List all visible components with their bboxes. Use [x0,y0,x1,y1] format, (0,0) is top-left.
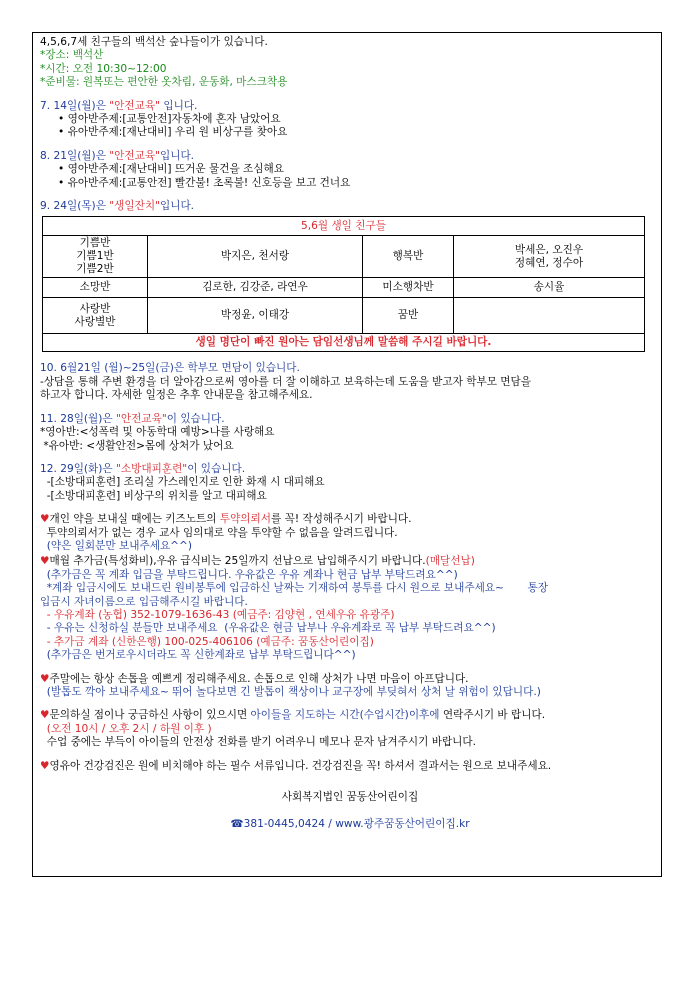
section-7-item: • 영아반주제:[교통안전]자동차에 혼자 남았어요 [58,113,281,126]
nails-notice-line: (발톱도 깍아 보내주세요~ 뛰어 놀다보면 긴 발톱이 책상이나 교구장에 부딪혀서 상처 날 위험이 있답니다.) [40,686,541,698]
organization-name: 사회복지법인 꿈동산어린이집 [281,791,419,804]
medicine-notice-line: (약은 일회분만 보내주세요^^) [40,539,193,552]
medicine-notice: ♥개인 약을 보내실 때에는 키즈노트의 투약의뢰서를 꼭! 작성해주시기 바랍니다. [40,513,412,526]
names-cell: 김로한, 김강준, 라연우 [148,278,363,298]
milk-account: - 우유계좌 (농협) 352-1079-1636-43 (예금주: 김양현 , 연세우유 유광주) [40,608,395,621]
section-8-item: • 영아반주제:[재난대비] 뜨거운 물건을 조심해요 [58,163,284,176]
nails-notice: ♥주말에는 항상 손톱을 예쁘게 정리해주세요. 손톱으로 인해 상처가 나면 마음이 아프답니다. [40,672,469,685]
heart-icon: ♥ [40,672,50,685]
class-cell: 꿈반 [363,298,454,334]
heart-icon: ♥ [40,555,50,568]
notice-content [40,36,660,832]
contact-hours: (오전 10시 / 오후 2시 / 하원 이후 ) [40,722,212,735]
section-10-body: 하고자 합니다. 자세한 일정은 추후 안내문을 참고해주세요. [40,389,313,402]
class-cell: 행복반 [363,236,454,278]
section-8-title: 8. 21일(월)은 "안전교육"입니다. [40,149,195,162]
heart-icon: ♥ [40,759,50,772]
section-8-item: • 유아반주제:[교통안전] 빨간불! 초록불! 신호등을 보고 건너요 [58,176,351,189]
fee-notice-line: (추가금은 꼭 계좌 입금을 부탁드립니다. 우유값은 우유 계좌나 현금 납부 부탁드려요^^) [40,568,458,581]
class-cell: 미소행차반 [363,278,454,298]
names-cell: 박정윤, 이태강 [148,298,363,334]
section-10-title: 10. 6월21일 (월)~25일(금)은 학부모 면담이 있습니다. [40,362,300,375]
contact-notice: ♥문의하실 점이나 궁금하신 사항이 있으시면 아이들을 지도하는 시간(수업시간)이후에 연락주시기 바 랍니다. [40,709,546,722]
heart-icon: ♥ [40,709,50,722]
class-cell: 사랑반 사랑별반 [43,298,148,334]
health-notice: ♥영유아 건강검진은 원에 비치해야 하는 필수 서류입니다. 건강검진을 꼭! 하셔서 결과서는 원으로 보내주세요. [40,759,552,772]
birthday-table-footer: 생일 명단이 빠진 원아는 담임선생님께 말씀해 주시길 바랍니다. [43,334,645,352]
section-12-item: -[소방대피훈련] 비상구의 위치를 알고 대피해요 [40,489,267,502]
section-9-title: 9. 24일(목)은 "생일잔치"입니다. [40,200,195,213]
section-11-item: *영아반:<성폭력 및 아동학대 예방>나를 사랑해요 [40,426,275,439]
fee-notice-line: - 우유는 신청하실 분들만 보내주세요 (우유값은 현금 납부나 우유계좌로 꼭 납부 부탁드려요^^) [40,622,496,635]
section-12-item: -[소방대피훈련] 조리실 가스레인지로 인한 화재 시 대피해요 [40,476,325,489]
birthday-table-header: 5,6월 생일 친구들 [43,217,645,236]
section-7-title: 7. 14일(월)은 "안전교육" 입니다. [40,99,198,112]
intro-prep: *준비물: 원복또는 편안한 옷차림, 운동화, 마스크착용 [40,76,288,89]
class-cell: 소망반 [43,278,148,298]
names-cell: 박지은, 천서랑 [148,236,363,278]
fee-notice: ♥매월 추가금(특성화비),우유 급식비는 25일까지 선납으로 납입해주시기 바랍니다.(매달선납) [40,555,475,568]
birthday-table [42,216,645,352]
section-7-item: • 유아반주제:[재난대비] 우리 원 비상구를 찾아요 [58,126,288,139]
contact-notice-line: 수업 중에는 부득이 아이들의 안전상 전화를 받기 어려우니 메모나 문자 남겨주시기 바랍니다. [40,736,477,749]
intro-time: *시간: 오전 10:30~12:00 [40,62,167,75]
fee-notice-line: *계좌 입금시에도 보내드린 원비봉투에 입금하신 날짜는 기재하여 봉투를 다시 원으로 보내주세요~ 통장 [40,582,548,595]
names-cell: 송시율 [454,278,645,298]
medicine-notice-line: 투약의뢰서가 없는 경우 교사 임의대로 약을 투약할 수 없음을 알려드립니다. [40,526,398,539]
heart-icon: ♥ [40,513,50,526]
section-11-title: 11. 28일(월)은 "안전교육"이 있습니다. [40,412,225,425]
contact-info: ☎381-0445,0424 / www.광주꿈동산어린이집.kr [230,818,470,831]
names-cell [454,298,645,334]
extra-fee-account: - 추가금 계좌 (신한은행) 100-025-406106 (예금주: 꿈동산어린이집) [40,635,374,648]
intro-line: 4,5,6,7세 친구들의 백석산 숲나들이가 있습니다. [40,36,268,48]
phone-icon: ☎ [230,818,244,831]
section-12-title: 12. 29일(화)은 "소방대피훈련"이 있습니다. [40,462,246,475]
section-11-item: *유아반: <생활안전>몸에 상처가 났어요 [40,439,234,452]
section-10-body: -상담을 통해 주변 환경을 더 알아감으로써 영아를 더 잘 이해하고 보육하는데 도움을 받고자 학부모 면담을 [40,375,532,388]
class-cell: 기쁨반 기쁨1반 기쁨2반 [43,236,148,278]
fee-notice-line: (추가금은 번거로우시더라도 꼭 신한계좌로 납부 부탁드립니다^^) [40,649,356,662]
fee-notice-line: 입금시 자녀이름으로 입금해주시길 바랍니다. [40,595,248,608]
names-cell: 박세은, 오진우 정혜연, 정수아 [454,236,645,278]
intro-place: *장소: 백석산 [40,49,104,62]
